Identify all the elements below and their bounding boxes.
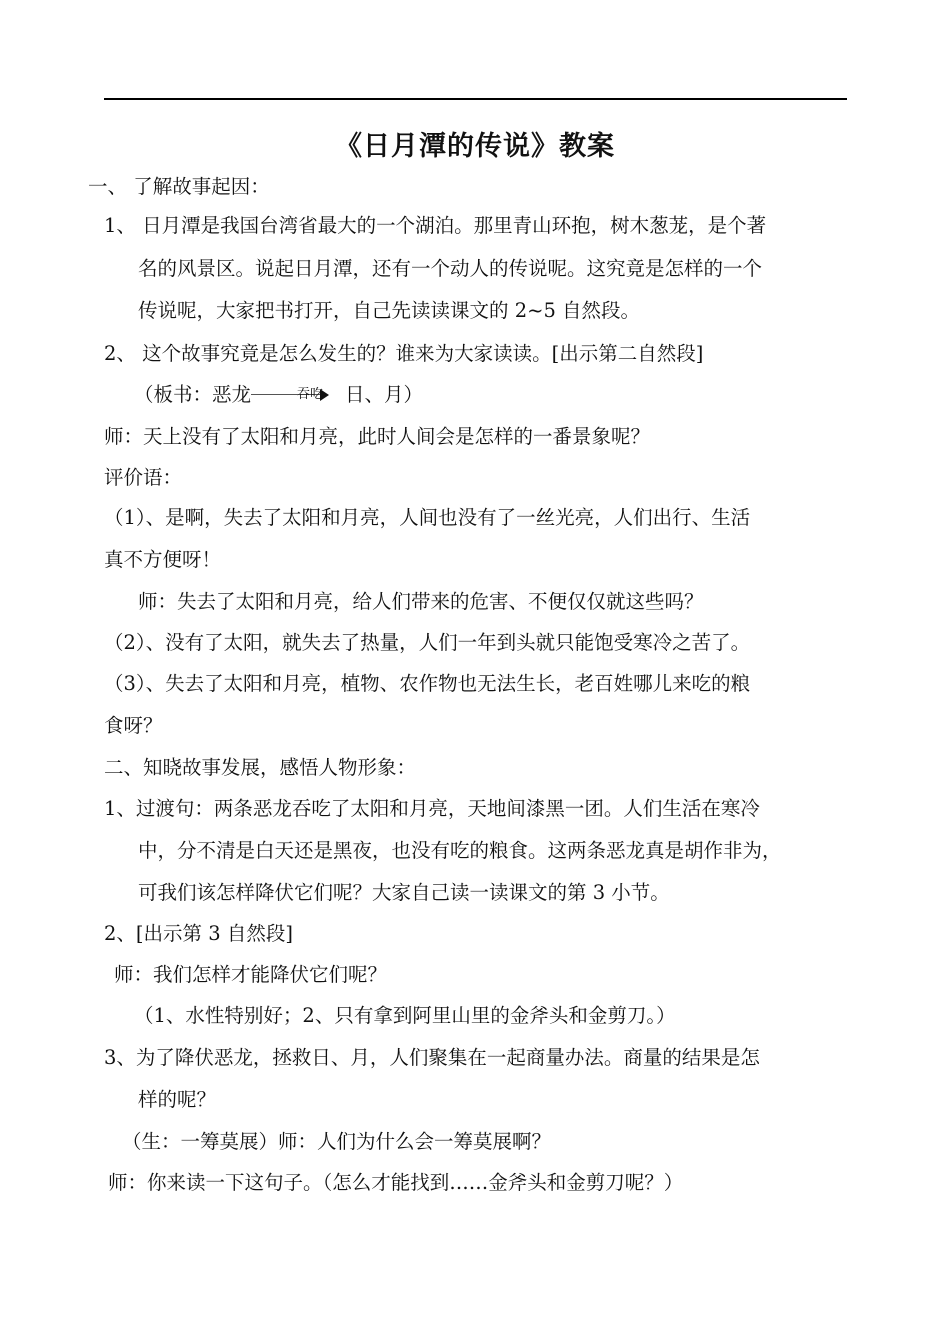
paragraph-line: （3）、失去了太阳和月亮，植物、农作物也无法生长，老百姓哪儿来吃的粮 bbox=[104, 672, 751, 695]
teacher-line: 师：你来读一下这句子。（怎么才能找到……金斧头和金剪刀呢？） bbox=[108, 1171, 684, 1194]
section-one-heading: 一、 了解故事起因： bbox=[88, 175, 270, 198]
paragraph-line: 中，分不清是白天还是黑夜，也没有吃的粮食。这两条恶龙真是胡作非为， bbox=[138, 839, 782, 862]
paragraph-line: 1、 日月潭是我国台湾省最大的一个湖泊。那里青山环抱，树木葱茏，是个著 bbox=[104, 214, 767, 237]
paragraph-line: 2、 这个故事究竟是怎么发生的？谁来为大家读读。[出示第二自然段] bbox=[104, 342, 704, 365]
paragraph-line: 真不方便呀！ bbox=[104, 548, 222, 571]
paragraph-line: 1、过渡句：两条恶龙吞吃了太阳和月亮，天地间漆黑一团。人们生活在寒冷 bbox=[104, 797, 760, 820]
paragraph-line: 食呀？ bbox=[104, 714, 163, 737]
paragraph-line: 可我们该怎样降伏它们呢？大家自己读一读课文的第 3 小节。 bbox=[138, 881, 670, 904]
section-two-heading: 二、知晓故事发展，感悟人物形象： bbox=[104, 756, 417, 779]
paragraph-line: 2、[出示第 3 自然段] bbox=[104, 922, 293, 945]
board-arrow-label: 吞吃 bbox=[297, 387, 324, 402]
right-arrow-icon bbox=[251, 383, 331, 407]
paragraph-line: 样的呢？ bbox=[138, 1088, 217, 1111]
teacher-line: 师：天上没有了太阳和月亮，此时人间会是怎样的一番景象呢？ bbox=[104, 425, 651, 448]
paragraph-line: （2）、没有了太阳，就失去了热量，人们一年到头就只能饱受寒冷之苦了。 bbox=[104, 631, 751, 654]
teacher-line: 师：失去了太阳和月亮，给人们带来的危害、不便仅仅就这些吗？ bbox=[138, 590, 704, 613]
student-line: （生：一筹莫展）师：人们为什么会一筹莫展啊？ bbox=[122, 1130, 552, 1153]
header-rule bbox=[104, 98, 847, 100]
board-note-left: （板书：恶龙 bbox=[134, 383, 252, 406]
paragraph-line: 名的风景区。说起日月潭，还有一个动人的传说呢。这究竟是怎样的一个 bbox=[138, 257, 763, 280]
paragraph-line: 传说呢，大家把书打开，自己先读读课文的 2~5 自然段。 bbox=[138, 299, 641, 322]
paragraph-line: 3、为了降伏恶龙，拯救日、月，人们聚集在一起商量办法。商量的结果是怎 bbox=[104, 1046, 760, 1069]
paragraph-line: （1）、是啊，失去了太阳和月亮，人间也没有了一丝光亮，人们出行、生活 bbox=[104, 506, 751, 529]
board-note-right: 日、月） bbox=[345, 383, 424, 406]
document-title: 《日月潭的传说》教案 bbox=[335, 131, 615, 162]
answer-line: （1、水性特别好；2、只有拿到阿里山里的金斧头和金剪刀。） bbox=[134, 1004, 676, 1027]
board-note bbox=[134, 383, 423, 407]
teacher-line: 师：我们怎样才能降伏它们呢？ bbox=[114, 963, 388, 986]
evaluation-label: 评价语： bbox=[104, 466, 183, 489]
